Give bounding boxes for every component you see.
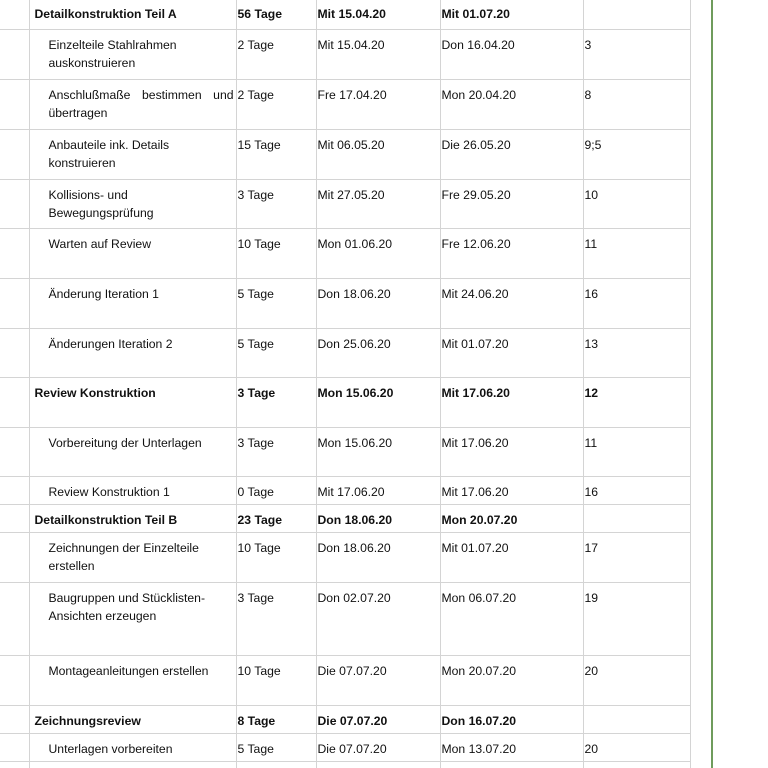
- task-row: [0, 229, 690, 279]
- predecessor-cell: 16: [583, 477, 690, 505]
- id-cell: [0, 229, 29, 279]
- id-cell: [0, 130, 29, 180]
- predecessor-cell: 13: [583, 329, 690, 378]
- predecessor-cell: 20: [583, 734, 690, 762]
- start-cell: Mit 15.04.20: [316, 30, 440, 80]
- task-name-cell: Vorbereitung der Unterlagen: [29, 428, 236, 477]
- page-right-border: [711, 0, 713, 768]
- predecessor-cell: 16: [583, 279, 690, 329]
- task-name-cell: Detailkonstruktion Teil B: [29, 505, 236, 533]
- start-cell: Don 25.06.20: [316, 329, 440, 378]
- id-cell: [0, 0, 29, 30]
- task-name-cell: Detailkonstruktion Teil A: [29, 0, 236, 30]
- end-cell: Mit 17.06.20: [440, 378, 583, 428]
- summary-task-row: [0, 0, 690, 30]
- duration-cell: 5 Tage: [236, 279, 316, 329]
- task-name-cell: Kollisions- und Bewegungsprüfung: [29, 180, 236, 229]
- task-row: [0, 583, 690, 656]
- id-cell: [0, 180, 29, 229]
- predecessor-cell: 19: [583, 583, 690, 656]
- task-row: [0, 533, 690, 583]
- start-cell: Fre 17.04.20: [316, 80, 440, 130]
- end-cell: Fre 29.05.20: [440, 180, 583, 229]
- end-cell: Mit 17.06.20: [440, 428, 583, 477]
- end-cell: Mit 01.07.20: [440, 533, 583, 583]
- task-name-cell: [29, 762, 236, 768]
- id-cell: [0, 428, 29, 477]
- task-row: [0, 477, 690, 505]
- end-cell: Mon 13.07.20: [440, 734, 583, 762]
- end-cell: Mon 20.07.20: [440, 505, 583, 533]
- task-row: [0, 180, 690, 229]
- duration-cell: 10 Tage: [236, 656, 316, 706]
- duration-cell: 23 Tage: [236, 505, 316, 533]
- id-cell: [0, 706, 29, 734]
- start-cell: Mon 01.06.20: [316, 229, 440, 279]
- task-row: [0, 329, 690, 378]
- predecessor-cell: [583, 0, 690, 30]
- start-cell: Mit 17.06.20: [316, 477, 440, 505]
- end-cell: Mon 20.04.20: [440, 80, 583, 130]
- id-cell: [0, 656, 29, 706]
- start-cell: Die 07.07.20: [316, 706, 440, 734]
- end-cell: [440, 762, 583, 768]
- start-cell: Don 02.07.20: [316, 583, 440, 656]
- id-cell: [0, 583, 29, 656]
- end-cell: Don 16.07.20: [440, 706, 583, 734]
- end-cell: Mit 24.06.20: [440, 279, 583, 329]
- task-name-cell: Review Konstruktion 1: [29, 477, 236, 505]
- id-cell: [0, 80, 29, 130]
- task-row: [0, 130, 690, 180]
- end-cell: Mit 01.07.20: [440, 0, 583, 30]
- start-cell: Mit 06.05.20: [316, 130, 440, 180]
- end-cell: Die 26.05.20: [440, 130, 583, 180]
- duration-cell: [236, 762, 316, 768]
- start-cell: Die 07.07.20: [316, 734, 440, 762]
- end-cell: Mit 17.06.20: [440, 477, 583, 505]
- predecessor-cell: 20: [583, 656, 690, 706]
- predecessor-cell: 8: [583, 80, 690, 130]
- id-cell: [0, 279, 29, 329]
- predecessor-cell: [583, 706, 690, 734]
- task-row: [0, 80, 690, 130]
- end-cell: Mit 01.07.20: [440, 329, 583, 378]
- start-cell: Mit 15.04.20: [316, 0, 440, 30]
- id-cell: [0, 329, 29, 378]
- id-cell: [0, 30, 29, 80]
- duration-cell: 8 Tage: [236, 706, 316, 734]
- start-cell: Mon 15.06.20: [316, 428, 440, 477]
- task-row: [0, 30, 690, 80]
- duration-cell: 10 Tage: [236, 229, 316, 279]
- duration-cell: 3 Tage: [236, 583, 316, 656]
- task-row: [0, 279, 690, 329]
- start-cell: Don 18.06.20: [316, 533, 440, 583]
- id-cell: [0, 477, 29, 505]
- id-cell: [0, 533, 29, 583]
- end-cell: Don 16.04.20: [440, 30, 583, 80]
- task-name-cell: Zeichnungsreview: [29, 706, 236, 734]
- task-name-cell: Anbauteile ink. Details konstruieren: [29, 130, 236, 180]
- task-name-cell: Einzelteile Stahlrahmen auskonstruieren: [29, 30, 236, 80]
- duration-cell: 5 Tage: [236, 734, 316, 762]
- predecessor-cell: [583, 505, 690, 533]
- duration-cell: 10 Tage: [236, 533, 316, 583]
- id-cell: [0, 378, 29, 428]
- end-cell: Fre 12.06.20: [440, 229, 583, 279]
- predecessor-cell: 12: [583, 378, 690, 428]
- duration-cell: 2 Tage: [236, 80, 316, 130]
- task-name-cell: Unterlagen vorbereiten: [29, 734, 236, 762]
- duration-cell: 56 Tage: [236, 0, 316, 30]
- task-name-cell: Änderungen Iteration 2: [29, 329, 236, 378]
- task-row: [0, 428, 690, 477]
- summary-task-row: [0, 505, 690, 533]
- start-cell: Don 18.06.20: [316, 505, 440, 533]
- duration-cell: 3 Tage: [236, 378, 316, 428]
- id-cell: [0, 762, 29, 768]
- id-cell: [0, 505, 29, 533]
- start-cell: [316, 762, 440, 768]
- task-name-cell: Baugruppen und Stücklisten-Ansichten erzeugen: [29, 583, 236, 656]
- summary-task-row: [0, 706, 690, 734]
- predecessor-cell: 3: [583, 30, 690, 80]
- start-cell: Die 07.07.20: [316, 656, 440, 706]
- task-row: [0, 762, 690, 768]
- duration-cell: 15 Tage: [236, 130, 316, 180]
- start-cell: Mit 27.05.20: [316, 180, 440, 229]
- predecessor-cell: 11: [583, 229, 690, 279]
- duration-cell: 3 Tage: [236, 428, 316, 477]
- task-row: [0, 656, 690, 706]
- end-cell: Mon 20.07.20: [440, 656, 583, 706]
- end-cell: Mon 06.07.20: [440, 583, 583, 656]
- task-name-cell: Montageanleitungen erstellen: [29, 656, 236, 706]
- task-name-cell: Anschlußmaße bestimmen und übertragen: [29, 80, 236, 130]
- task-name-cell: Review Konstruktion: [29, 378, 236, 428]
- task-name-cell: Warten auf Review: [29, 229, 236, 279]
- id-cell: [0, 734, 29, 762]
- duration-cell: 3 Tage: [236, 180, 316, 229]
- duration-cell: 5 Tage: [236, 329, 316, 378]
- start-cell: Don 18.06.20: [316, 279, 440, 329]
- predecessor-cell: 9;5: [583, 130, 690, 180]
- predecessor-cell: 11: [583, 428, 690, 477]
- predecessor-cell: 17: [583, 533, 690, 583]
- predecessor-cell: [583, 762, 690, 768]
- duration-cell: 0 Tage: [236, 477, 316, 505]
- start-cell: Mon 15.06.20: [316, 378, 440, 428]
- task-name-cell: Änderung Iteration 1: [29, 279, 236, 329]
- task-row: [0, 734, 690, 762]
- summary-task-row: [0, 378, 690, 428]
- predecessor-cell: 10: [583, 180, 690, 229]
- duration-cell: 2 Tage: [236, 30, 316, 80]
- task-name-cell: Zeichnungen der Einzelteile erstellen: [29, 533, 236, 583]
